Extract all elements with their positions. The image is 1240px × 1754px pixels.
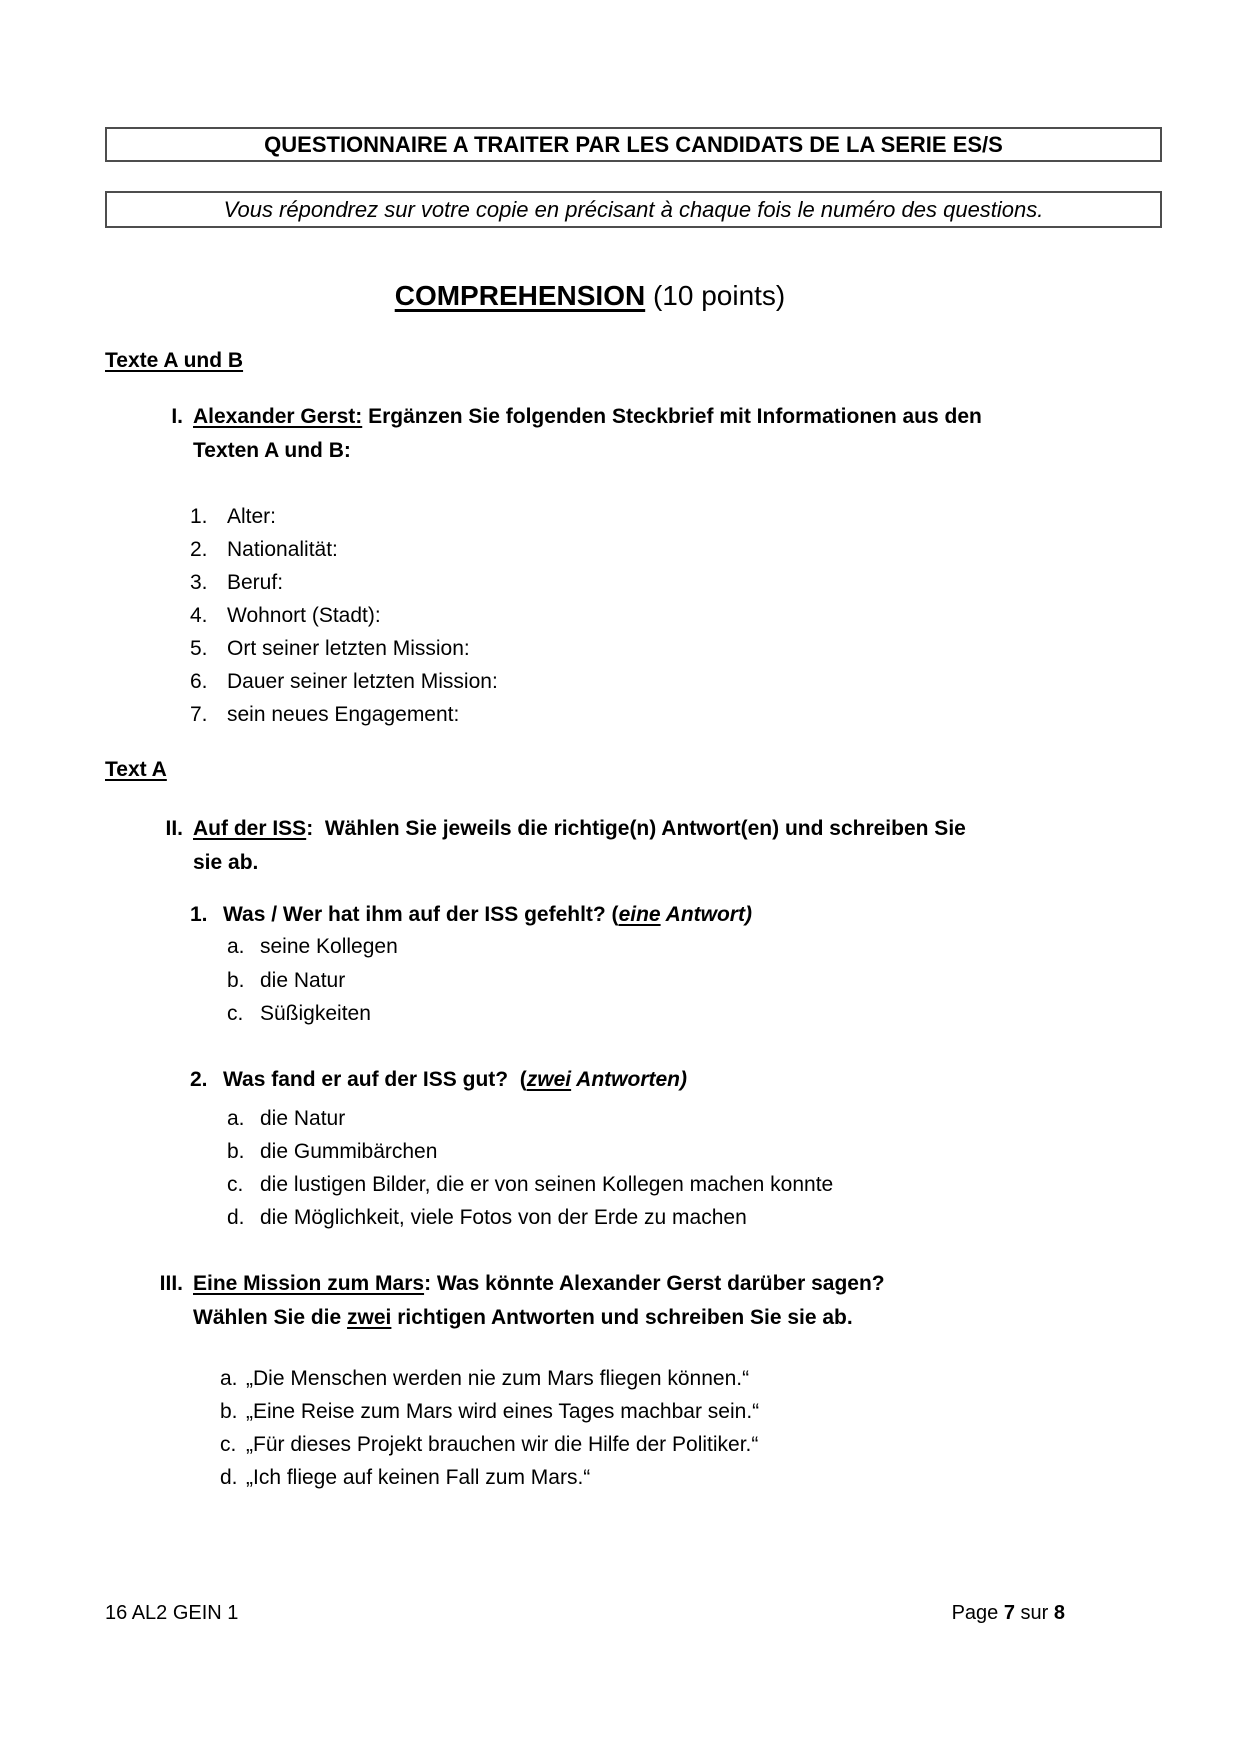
question-2-number: 2. <box>190 1068 208 1091</box>
instructions-banner-text: Vous répondrez sur votre copie en précisant à chaque fois le numéro des questions. <box>223 197 1044 222</box>
question-2-emphasis: zwei <box>526 1068 572 1091</box>
list-item: 7. sein neues Engagement: <box>190 703 460 726</box>
list-item: 6. Dauer seiner letzten Mission: <box>190 670 498 693</box>
series-banner-box <box>105 127 1162 162</box>
question-2 <box>190 1063 687 1097</box>
section-1-heading <box>193 400 1133 468</box>
section-3-options <box>220 1362 759 1494</box>
instructions-banner-box <box>105 191 1162 228</box>
question-1-options <box>227 930 398 1031</box>
list-item: 3. Beruf: <box>190 571 284 594</box>
option: a. „Die Menschen werden nie zum Mars fliegen können.“ <box>220 1367 750 1390</box>
section-2-numeral: II. <box>165 817 183 840</box>
section-1-numeral: I. <box>171 405 183 428</box>
question-1-text: Was / Wer hat ihm auf der ISS gefehlt? (eine Antwort) <box>223 903 752 926</box>
page-title-main: COMPREHENSION <box>394 280 646 311</box>
option: b. die Gummibärchen <box>227 1140 438 1163</box>
section-2-instruction-line2: sie ab. <box>193 851 259 874</box>
section-2-title: Auf der ISS <box>193 817 307 840</box>
section-3-heading: Eine Mission zum Mars: Was könnte Alexander Gerst darüber sagen? Wählen Sie die zwei richtigen Antworten und schreiben Sie sie ab. <box>193 1272 885 1329</box>
section-2-heading <box>193 812 1133 880</box>
option: a. seine Kollegen <box>227 935 398 958</box>
page-title-points: (10 points) <box>645 280 786 311</box>
footer-document-code: 16 AL2 GEIN 1 <box>105 1602 239 1624</box>
question-2-options <box>227 1102 833 1234</box>
question-2-text: Was fand er auf der ISS gut? (zwei Antworten) <box>223 1068 687 1091</box>
footer-page-number: 7 <box>1003 1602 1015 1624</box>
option: d. die Möglichkeit, viele Fotos von der Erde zu machen <box>227 1206 747 1229</box>
section-3-title: Eine Mission zum Mars <box>193 1272 425 1295</box>
question-1 <box>190 898 752 932</box>
section-3-emphasis: zwei <box>347 1306 392 1329</box>
section-1-instruction: Ergänzen Sie folgenden Steckbrief mit Informationen aus den <box>362 405 982 428</box>
option: c. Süßigkeiten <box>227 1002 371 1025</box>
question-1-emphasis: eine <box>618 903 661 926</box>
heading-text-a: Text A <box>105 758 167 781</box>
list-item: 4. Wohnort (Stadt): <box>190 604 381 627</box>
option: d. „Ich fliege auf keinen Fall zum Mars.“ <box>220 1466 591 1489</box>
steckbrief-list <box>190 500 498 731</box>
question-1-number: 1. <box>190 903 208 926</box>
footer-page-total: 8 <box>1053 1602 1065 1624</box>
footer-page-indicator: Page 7 sur 8 <box>951 1602 1065 1624</box>
option: c. die lustigen Bilder, die er von seinen Kollegen machen konnte <box>227 1173 834 1196</box>
section-3-mission-zum-mars <box>105 1267 1133 1335</box>
section-2-instruction: : Wählen Sie jeweils die richtige(n) Antwort(en) und schreiben Sie <box>306 817 966 840</box>
page-footer <box>105 1602 1065 1625</box>
section-3-instruction: : Was könnte Alexander Gerst darüber sagen? <box>424 1272 885 1295</box>
list-item: 5. Ort seiner letzten Mission: <box>190 637 470 660</box>
series-banner-text: QUESTIONNAIRE A TRAITER PAR LES CANDIDATS DE LA SERIE ES/S <box>264 132 1003 157</box>
option: b. die Natur <box>227 968 346 992</box>
option: c. „Für dieses Projekt brauchen wir die Hilfe der Politiker.“ <box>220 1433 759 1456</box>
list-item: 2. Nationalität: <box>190 538 338 561</box>
list-item: 1. Alter: <box>190 505 277 528</box>
section-1-title: Alexander Gerst: <box>193 405 363 428</box>
page-title <box>105 278 1075 314</box>
option: a. die Natur <box>227 1107 346 1130</box>
section-1-alexander-gerst <box>105 400 1133 468</box>
section-1-instruction-line2: Texten A und B: <box>193 439 351 462</box>
section-2-auf-der-iss <box>105 812 1133 880</box>
heading-texte-a-und-b: Texte A und B <box>105 349 244 372</box>
section-3-numeral: III. <box>159 1272 183 1295</box>
option: b. „Eine Reise zum Mars wird eines Tages machbar sein.“ <box>220 1400 760 1423</box>
